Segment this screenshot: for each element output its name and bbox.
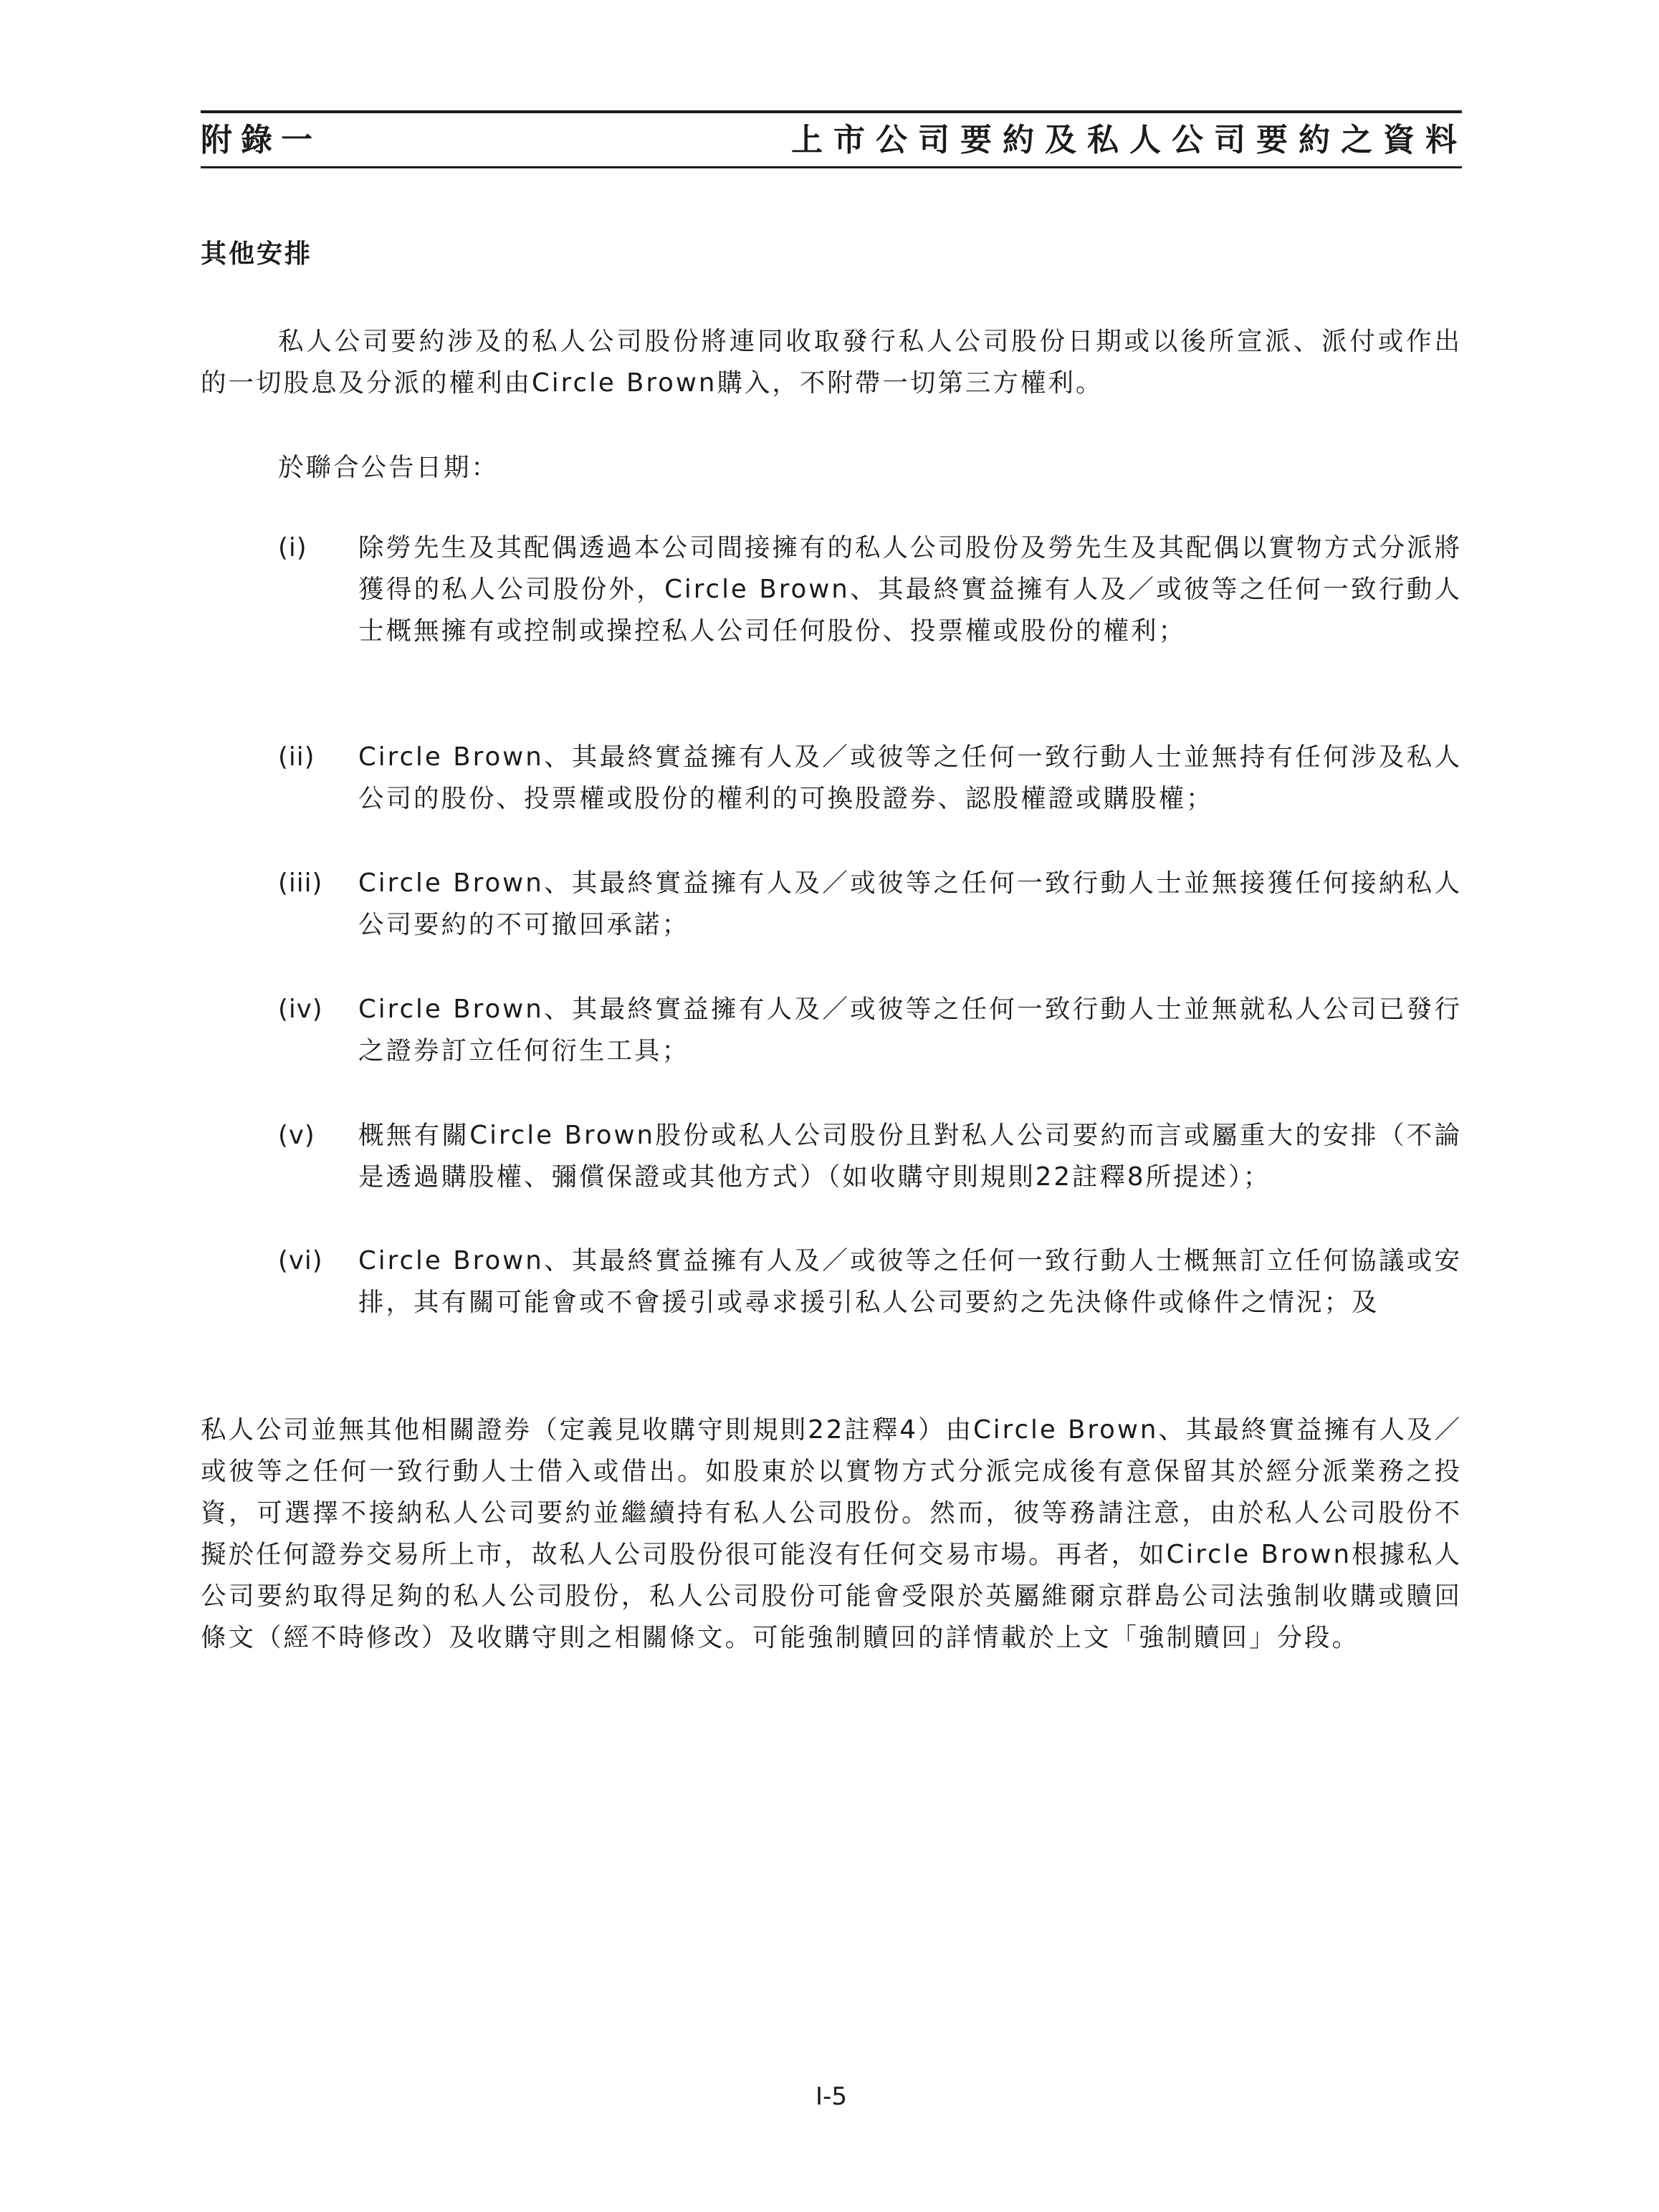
page-number: I-5: [816, 2082, 847, 2111]
page-header-title: 上市公司要約及私人公司要約之資料: [791, 122, 1468, 158]
list-item-marker: (iv): [278, 995, 323, 1024]
list-item-text: Circle Brown、其最終實益擁有人及／或彼等之任何一致行動人士並無就私人公司已發行之證券訂立任何衍生工具；: [358, 995, 1462, 1066]
paragraph-as-at-date: 於聯合公告日期：: [278, 453, 499, 482]
list-item-marker: (i): [278, 533, 307, 562]
header-top-rule: [201, 110, 1462, 113]
appendix-label: 附錄一: [201, 122, 321, 158]
list-item-marker: (v): [278, 1121, 315, 1150]
document-page: [201, 0, 1468, 2212]
list-item-text: Circle Brown、其最終實益擁有人及／或彼等之任何一致行動人士並無接獲任何接納私人公司要約的不可撤回承諾；: [358, 868, 1462, 939]
list-item-marker: (iii): [278, 868, 323, 898]
list-item-text: 概無有關Circle Brown股份或私人公司股份且對私人公司要約而言或屬重大的安排（不論是透過購股權、彌償保證或其他方式）（如收購守則規則22註釋8所提述）；: [358, 1121, 1462, 1192]
list-item-text: 除勞先生及其配偶透過本公司間接擁有的私人公司股份及勞先生及其配偶以實物方式分派將獲得的私人公司股份外，Circle Brown、其最終實益擁有人及／或彼等之任何一致行動人士概無擁有或控制或操控私人公司任何股份、投票權或股份的權利；: [358, 533, 1463, 646]
header-bottom-rule: [201, 166, 1462, 168]
paragraph-relevant-securities: 私人公司並無其他相關證券（定義見收購守則規則22註釋4）由Circle Brown、其最終實益擁有人及／或彼等之任何一致行動人士借入或借出。如股東於以實物方式分派完成後有意保留其於經分派業務之投資，可選擇不接納私人公司要約並繼續持有私人公司股份。然而，彼等務請注意，由於私人公司股份不擬於任何證券交易所上市，故私人公司股份很可能沒有任何交易市場。再者，如Circle Brown根據私人公司要約取得足夠的私人公司股份，私人公司股份可能會受限於英屬維爾京群島公司法強制收購或贖回條文（經不時修改）及收購守則之相關條文。可能強制贖回的詳情載於上文「強制贖回」分段。: [201, 1415, 1462, 1652]
list-item-text: Circle Brown、其最終實益擁有人及／或彼等之任何一致行動人士概無訂立任何協議或安排，其有關可能會或不會援引或尋求援引私人公司要約之先決條件或條件之情況；及: [358, 1246, 1462, 1317]
list-item-marker: (ii): [278, 742, 315, 772]
paragraph-dividend-rights: 私人公司要約涉及的私人公司股份將連同收取發行私人公司股份日期或以後所宣派、派付或作出的一切股息及分派的權利由Circle Brown購入，不附帶一切第三方權利。: [201, 327, 1462, 398]
section-heading: 其他安排: [201, 239, 313, 269]
list-item-marker: (vi): [278, 1246, 323, 1275]
list-item-text: Circle Brown、其最終實益擁有人及／或彼等之任何一致行動人士並無持有任何涉及私人公司的股份、投票權或股份的權利的可換股證券、認股權證或購股權；: [358, 742, 1462, 813]
